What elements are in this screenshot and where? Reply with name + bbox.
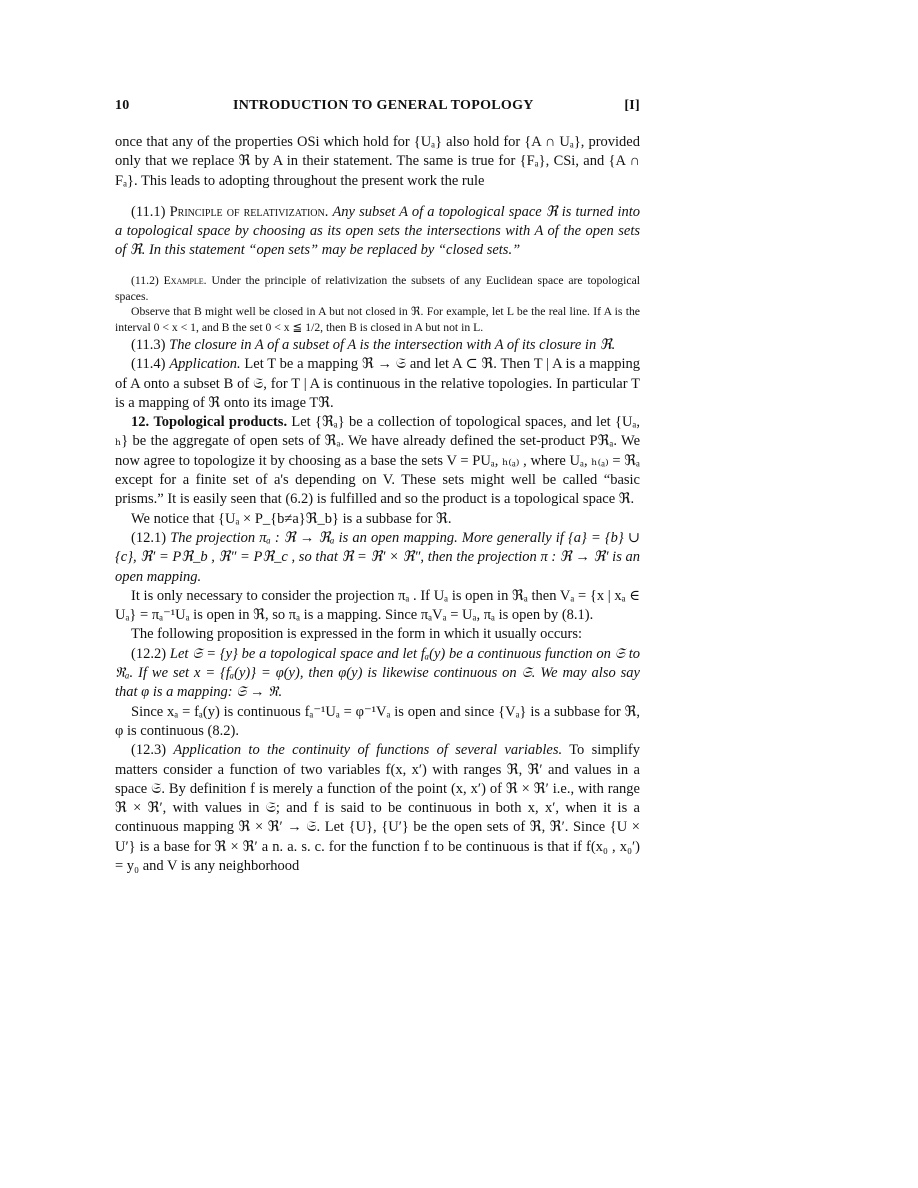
item-number: (11.2) bbox=[131, 273, 159, 287]
item-label: Example. bbox=[163, 273, 207, 287]
section-title: Topological products. bbox=[153, 414, 288, 431]
item-number: (11.1) bbox=[131, 203, 166, 220]
chapter-marker: [I] bbox=[624, 98, 640, 113]
item-number: (11.3) bbox=[131, 336, 166, 353]
proposition-12-1 bbox=[115, 529, 640, 587]
application-12-3 bbox=[115, 741, 640, 876]
item-text: Let T be a mapping ℜ → 𝔖 and let A ⊂ ℜ. Then T | A is a mapping of A onto a subset B of 𝔖, for T | A is continuous in the relative topologies. In particular T is a mapping of ℜ onto its image Tℜ. bbox=[115, 356, 641, 411]
application-11-4 bbox=[115, 355, 640, 413]
item-label: Application to the continuity of functions of several variables. bbox=[173, 742, 563, 759]
example-note: Observe that B might well be closed in A but not closed in ℜ. For example, let L be the real line. If A is the interval 0 < x < 1, and B the set 0 < x ≦ 1/2, then B is closed in A but not in L. bbox=[115, 305, 640, 335]
page-body bbox=[115, 133, 640, 876]
paragraph-continuation: once that any of the properties OSi which hold for {Uₐ} also hold for {A ∩ Uₐ}, provided only that we replace ℜ by A in their statement. The same is true for {Fₐ}, CSi, and {A ∩ Fₐ}. This leads to adopting throughout the present work the rule bbox=[115, 134, 640, 189]
principle-11-1 bbox=[115, 203, 640, 261]
running-title: INTRODUCTION TO GENERAL TOPOLOGY bbox=[233, 98, 534, 113]
running-header bbox=[115, 98, 640, 120]
section-12 bbox=[115, 413, 640, 509]
item-text: To simplify matters consider a function of two variables f(x, x′) with ranges ℜ, ℜ′ and values in a space 𝔖. By definition f is merely a function of the point (x, x′) of ℜ × ℜ′ i.e., with range ℜ × ℜ′, with values in 𝔖; and f is said to be continuous in both x, x′, when it is a continuous mapping ℜ × ℜ′ → 𝔖. Let {U}, {U′} be the open sets of ℜ, ℜ′. Since {U × U′} is a base for ℜ × ℜ′ a n. a. s. c. for the function f to be continuous is that if f(x₀ , x₀′) = y₀ and V is any neighborhood bbox=[115, 742, 640, 874]
section-number: 12. bbox=[131, 414, 150, 431]
example-11-2 bbox=[115, 273, 640, 305]
section-text: Let {ℜₐ} be a collection of topological spaces, and let {Uₐ, ₕ} be the aggregate of open sets of ℜₐ. We have already defined the set-product Pℜₐ. We now agree to topologize it by choosing as a base the sets V = PUₐ, ₕ₍ₐ₎ , where Uₐ, ₕ₍ₐ₎ = ℜₐ except for a finite set of a's depending on V. These sets might well be called “basic prisms.” It is easily seen that (6.2) is fulfilled and so the product is a topological space ℜ. bbox=[115, 414, 641, 508]
item-label: Application. bbox=[169, 356, 241, 373]
item-text: The closure in A of a subset of A is the intersection with A of its closure in ℜ. bbox=[169, 336, 616, 353]
item-number: (11.4) bbox=[131, 356, 166, 373]
item-label: Principle of relativization. bbox=[169, 203, 329, 220]
page-number: 10 bbox=[115, 98, 130, 113]
paragraph-following: The following proposition is expressed in the form in which it usually occurs: bbox=[131, 626, 583, 643]
item-number: (12.2) bbox=[131, 645, 167, 662]
item-text: Under the principle of relativization the subsets of any Euclidean space are topological spaces. bbox=[115, 273, 641, 303]
proposition-11-3 bbox=[115, 336, 640, 355]
proposition-12-2 bbox=[115, 645, 640, 703]
item-number: (12.1) bbox=[131, 529, 167, 546]
item-text: The projection πₐ : ℜ → ℜₐ is an open mapping. More generally if {a} = {b} ∪ {c}, ℜ′ = Pℜ_b , ℜ″ = Pℜ_c , so that ℜ = ℜ′ × ℜ″, then the projection π : ℜ → ℜ′ is an open mapping. bbox=[115, 529, 640, 585]
paragraph-subbase: We notice that {Uₐ × P_{b≠a}ℜ_b} is a subbase for ℜ. bbox=[131, 510, 452, 527]
item-number: (12.3) bbox=[131, 742, 167, 759]
paragraph-projection-proof: It is only necessary to consider the projection πₐ . If Uₐ is open in ℜₐ then Vₐ = {x | xₐ ∈ Uₐ} = πₐ⁻¹Uₐ is open in ℜ, so πₐ is a mapping. Since πₐVₐ = Uₐ, πₐ is open by (8.1). bbox=[115, 587, 640, 624]
paragraph-since-proof: Since xₐ = fₐ(y) is continuous fₐ⁻¹Uₐ = φ⁻¹Vₐ is open and since {Vₐ} is a subbase for ℜ, φ is continuous (8.2). bbox=[115, 703, 640, 739]
item-text: Any subset A of a topological space ℜ is turned into a topological space by choosing as its open sets the intersections with A of the open sets of ℜ. In this statement “open sets” may be replaced by “closed sets.” bbox=[115, 203, 640, 259]
item-text: Let 𝔖 = {y} be a topological space and let fₐ(y) be a continuous function on 𝔖 to ℜₐ. If we set x = {fₐ(y)} = φ(y), then φ(y) is likewise continuous on 𝔖. We may also say that φ is a mapping: 𝔖 → ℜ. bbox=[115, 645, 641, 701]
